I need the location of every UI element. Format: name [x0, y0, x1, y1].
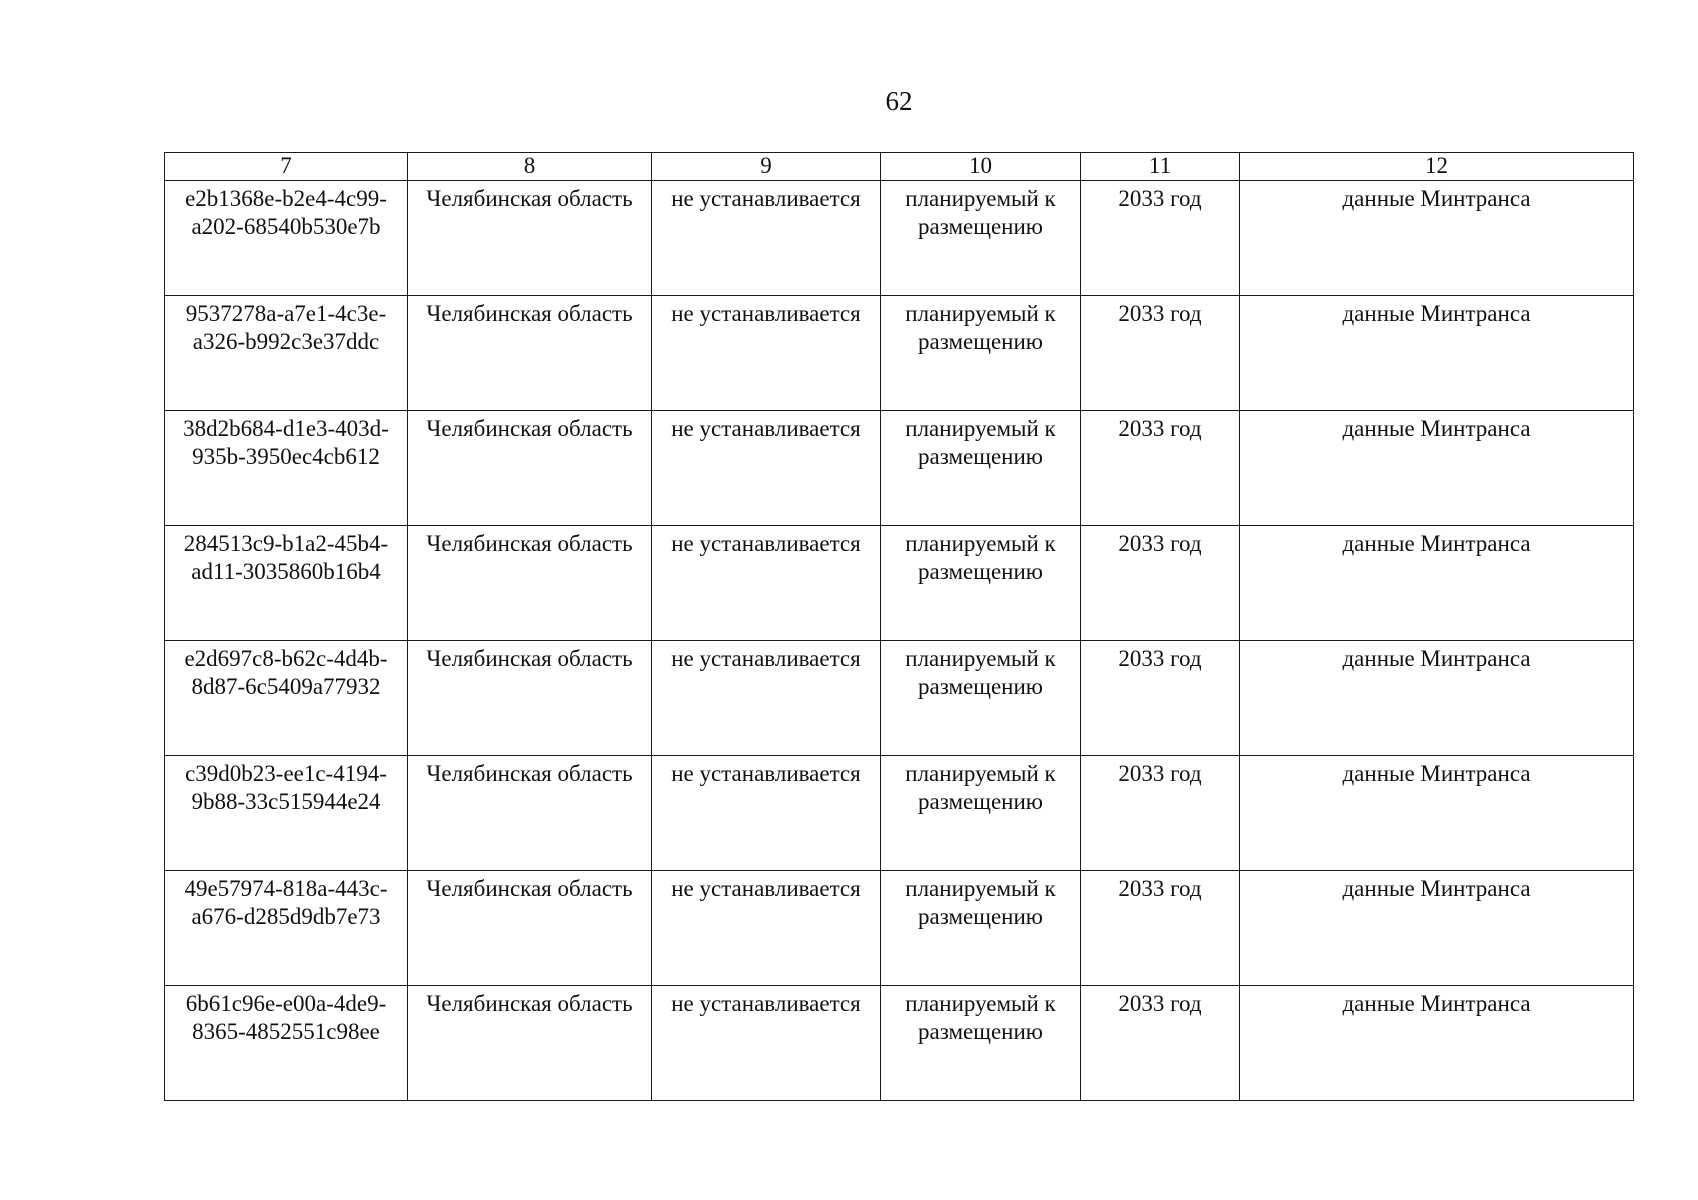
id-cell — [165, 641, 408, 756]
year-cell-line: 2033 год — [1118, 876, 1202, 901]
year-cell — [1081, 871, 1240, 986]
table-row — [165, 526, 1634, 641]
placement-cell-text — [881, 185, 1080, 241]
status-cell-text — [652, 875, 880, 903]
year-cell-text — [1081, 300, 1239, 328]
status-cell-line: не устанавливается — [671, 991, 861, 1016]
source-cell-line: данные Минтранса — [1342, 186, 1531, 211]
source-cell-text — [1240, 645, 1633, 673]
placement-cell-line: планируемый к — [905, 991, 1056, 1016]
placement-cell-line: размещению — [918, 329, 1043, 354]
year-cell-text — [1081, 645, 1239, 673]
region-cell-text — [408, 875, 651, 903]
source-cell-line: данные Минтранса — [1342, 761, 1531, 786]
region-cell — [408, 756, 652, 871]
region-cell-text — [408, 185, 651, 213]
year-cell — [1081, 986, 1240, 1101]
source-cell — [1240, 641, 1634, 756]
source-cell — [1240, 986, 1634, 1101]
id-cell-text — [165, 645, 407, 701]
table-row — [165, 756, 1634, 871]
status-cell-line: не устанавливается — [671, 416, 861, 441]
region-cell-line: Челябинская область — [426, 761, 633, 786]
status-cell-text — [652, 990, 880, 1018]
table-body — [165, 181, 1634, 1101]
year-cell-text — [1081, 185, 1239, 213]
region-cell — [408, 526, 652, 641]
source-cell — [1240, 296, 1634, 411]
placement-cell — [881, 986, 1081, 1101]
source-cell-line: данные Минтранса — [1342, 416, 1531, 441]
status-cell-text — [652, 760, 880, 788]
status-cell — [652, 296, 881, 411]
source-cell-line: данные Минтранса — [1342, 301, 1531, 326]
id-cell — [165, 526, 408, 641]
status-cell — [652, 641, 881, 756]
placement-cell-line: размещению — [918, 789, 1043, 814]
id-cell-line: c39d0b23-ee1c-4194- — [185, 761, 387, 786]
year-cell — [1081, 296, 1240, 411]
table-row — [165, 986, 1634, 1101]
id-cell-line: 284513c9-b1a2-45b4- — [183, 531, 389, 556]
header-row — [165, 153, 1634, 181]
status-cell — [652, 411, 881, 526]
id-cell-line: e2b1368e-b2e4-4c99- — [185, 186, 387, 211]
source-cell — [1240, 526, 1634, 641]
id-cell-text — [165, 760, 407, 816]
status-cell — [652, 756, 881, 871]
region-cell-text — [408, 415, 651, 443]
year-cell-line: 2033 год — [1118, 416, 1202, 441]
column-header-8: 8 — [408, 153, 652, 181]
region-cell-text — [408, 300, 651, 328]
year-cell-line: 2033 год — [1118, 301, 1202, 326]
status-cell-text — [652, 300, 880, 328]
region-cell-line: Челябинская область — [426, 531, 633, 556]
status-cell-text — [652, 415, 880, 443]
year-cell — [1081, 641, 1240, 756]
region-cell-line: Челябинская область — [426, 876, 633, 901]
source-cell-text — [1240, 185, 1633, 213]
placement-cell-text — [881, 760, 1080, 816]
column-header-11: 11 — [1081, 153, 1240, 181]
region-cell-text — [408, 645, 651, 673]
id-cell-line: 9537278a-a7e1-4c3e- — [185, 301, 387, 326]
column-header-9: 9 — [652, 153, 881, 181]
region-cell — [408, 986, 652, 1101]
status-cell-text — [652, 185, 880, 213]
status-cell — [652, 181, 881, 296]
id-cell-line: a326-b992c3e37ddc — [192, 329, 380, 354]
year-cell-line: 2033 год — [1118, 646, 1202, 671]
year-cell — [1081, 411, 1240, 526]
table-header — [165, 153, 1634, 181]
table-row — [165, 181, 1634, 296]
year-cell-line: 2033 год — [1118, 531, 1202, 556]
status-cell — [652, 986, 881, 1101]
placement-cell-line: размещению — [918, 904, 1043, 929]
status-cell-line: не устанавливается — [671, 531, 861, 556]
region-cell-text — [408, 990, 651, 1018]
id-cell-text — [165, 530, 407, 586]
placement-cell-text — [881, 990, 1080, 1046]
year-cell-line: 2033 год — [1118, 991, 1202, 1016]
status-cell-line: не устанавливается — [671, 876, 861, 901]
placement-cell-line: планируемый к — [905, 186, 1056, 211]
placement-cell-text — [881, 530, 1080, 586]
placement-cell — [881, 181, 1081, 296]
id-cell-text — [165, 875, 407, 931]
id-cell-line: e2d697c8-b62c-4d4b- — [184, 646, 388, 671]
table-row — [165, 296, 1634, 411]
placement-cell-line: размещению — [918, 214, 1043, 239]
year-cell-text — [1081, 530, 1239, 558]
id-cell-line: 6b61c96e-e00a-4de9- — [185, 991, 387, 1016]
region-cell-line: Челябинская область — [426, 301, 633, 326]
source-cell-line: данные Минтранса — [1342, 876, 1531, 901]
year-cell-text — [1081, 415, 1239, 443]
source-cell-text — [1240, 415, 1633, 443]
id-cell-line: 9b88-33c515944e24 — [191, 789, 381, 814]
placement-cell — [881, 871, 1081, 986]
source-cell — [1240, 411, 1634, 526]
placement-cell-line: размещению — [918, 444, 1043, 469]
region-cell — [408, 871, 652, 986]
id-cell — [165, 871, 408, 986]
placement-cell — [881, 296, 1081, 411]
placement-cell-line: планируемый к — [905, 646, 1056, 671]
id-cell-line: 38d2b684-d1e3-403d- — [183, 416, 389, 441]
placement-cell-text — [881, 300, 1080, 356]
placement-cell — [881, 756, 1081, 871]
id-cell-line: ad11-3035860b16b4 — [191, 559, 381, 584]
source-cell-text — [1240, 300, 1633, 328]
placement-cell-line: планируемый к — [905, 761, 1056, 786]
id-cell-line: a676-d285d9db7e73 — [191, 904, 381, 929]
status-cell-text — [652, 530, 880, 558]
placement-cell-line: планируемый к — [905, 301, 1056, 326]
placement-cell-text — [881, 645, 1080, 701]
id-cell-text — [165, 415, 407, 471]
id-cell — [165, 756, 408, 871]
source-cell-line: данные Минтранса — [1342, 531, 1531, 556]
region-cell-line: Челябинская область — [426, 186, 633, 211]
source-cell-text — [1240, 875, 1633, 903]
region-cell — [408, 641, 652, 756]
placement-cell-line: планируемый к — [905, 531, 1056, 556]
year-cell — [1081, 756, 1240, 871]
year-cell-line: 2033 год — [1118, 186, 1202, 211]
id-cell-line: a202-68540b530e7b — [191, 214, 381, 239]
placement-cell-line: планируемый к — [905, 876, 1056, 901]
data-table — [164, 152, 1634, 1101]
placement-cell — [881, 526, 1081, 641]
region-cell-text — [408, 760, 651, 788]
placement-cell — [881, 641, 1081, 756]
status-cell-line: не устанавливается — [671, 761, 861, 786]
source-cell — [1240, 181, 1634, 296]
id-cell — [165, 296, 408, 411]
source-cell — [1240, 871, 1634, 986]
source-cell-line: данные Минтранса — [1342, 991, 1531, 1016]
placement-cell-line: размещению — [918, 559, 1043, 584]
page-number: 62 — [885, 86, 913, 116]
placement-cell-text — [881, 875, 1080, 931]
year-cell — [1081, 181, 1240, 296]
placement-cell — [881, 411, 1081, 526]
status-cell-line: не устанавливается — [671, 301, 861, 326]
year-cell-text — [1081, 875, 1239, 903]
placement-cell-line: размещению — [918, 1019, 1043, 1044]
id-cell-text — [165, 990, 407, 1046]
source-cell-line: данные Минтранса — [1342, 646, 1531, 671]
status-cell-text — [652, 645, 880, 673]
table-row — [165, 411, 1634, 526]
source-cell-text — [1240, 990, 1633, 1018]
id-cell-text — [165, 185, 407, 241]
id-cell-line: 49e57974-818a-443c- — [184, 876, 388, 901]
source-cell-text — [1240, 760, 1633, 788]
status-cell — [652, 526, 881, 641]
status-cell-line: не устанавливается — [671, 646, 861, 671]
id-cell-line: 935b-3950ec4cb612 — [192, 444, 380, 469]
table-row — [165, 641, 1634, 756]
table-row — [165, 871, 1634, 986]
id-cell — [165, 411, 408, 526]
year-cell — [1081, 526, 1240, 641]
region-cell-line: Челябинская область — [426, 646, 633, 671]
status-cell-line: не устанавливается — [671, 186, 861, 211]
column-header-10: 10 — [881, 153, 1081, 181]
region-cell — [408, 411, 652, 526]
region-cell — [408, 181, 652, 296]
region-cell — [408, 296, 652, 411]
source-cell-text — [1240, 530, 1633, 558]
id-cell-line: 8d87-6c5409a77932 — [191, 674, 381, 699]
region-cell-line: Челябинская область — [426, 416, 633, 441]
placement-cell-line: размещению — [918, 674, 1043, 699]
placement-cell-text — [881, 415, 1080, 471]
id-cell-text — [165, 300, 407, 356]
id-cell — [165, 986, 408, 1101]
source-cell — [1240, 756, 1634, 871]
column-header-12: 12 — [1240, 153, 1634, 181]
placement-cell-line: планируемый к — [905, 416, 1056, 441]
column-header-7: 7 — [165, 153, 408, 181]
year-cell-text — [1081, 990, 1239, 1018]
id-cell-line: 8365-4852551c98ee — [192, 1019, 380, 1044]
year-cell-text — [1081, 760, 1239, 788]
status-cell — [652, 871, 881, 986]
id-cell — [165, 181, 408, 296]
region-cell-line: Челябинская область — [426, 991, 633, 1016]
year-cell-line: 2033 год — [1118, 761, 1202, 786]
region-cell-text — [408, 530, 651, 558]
